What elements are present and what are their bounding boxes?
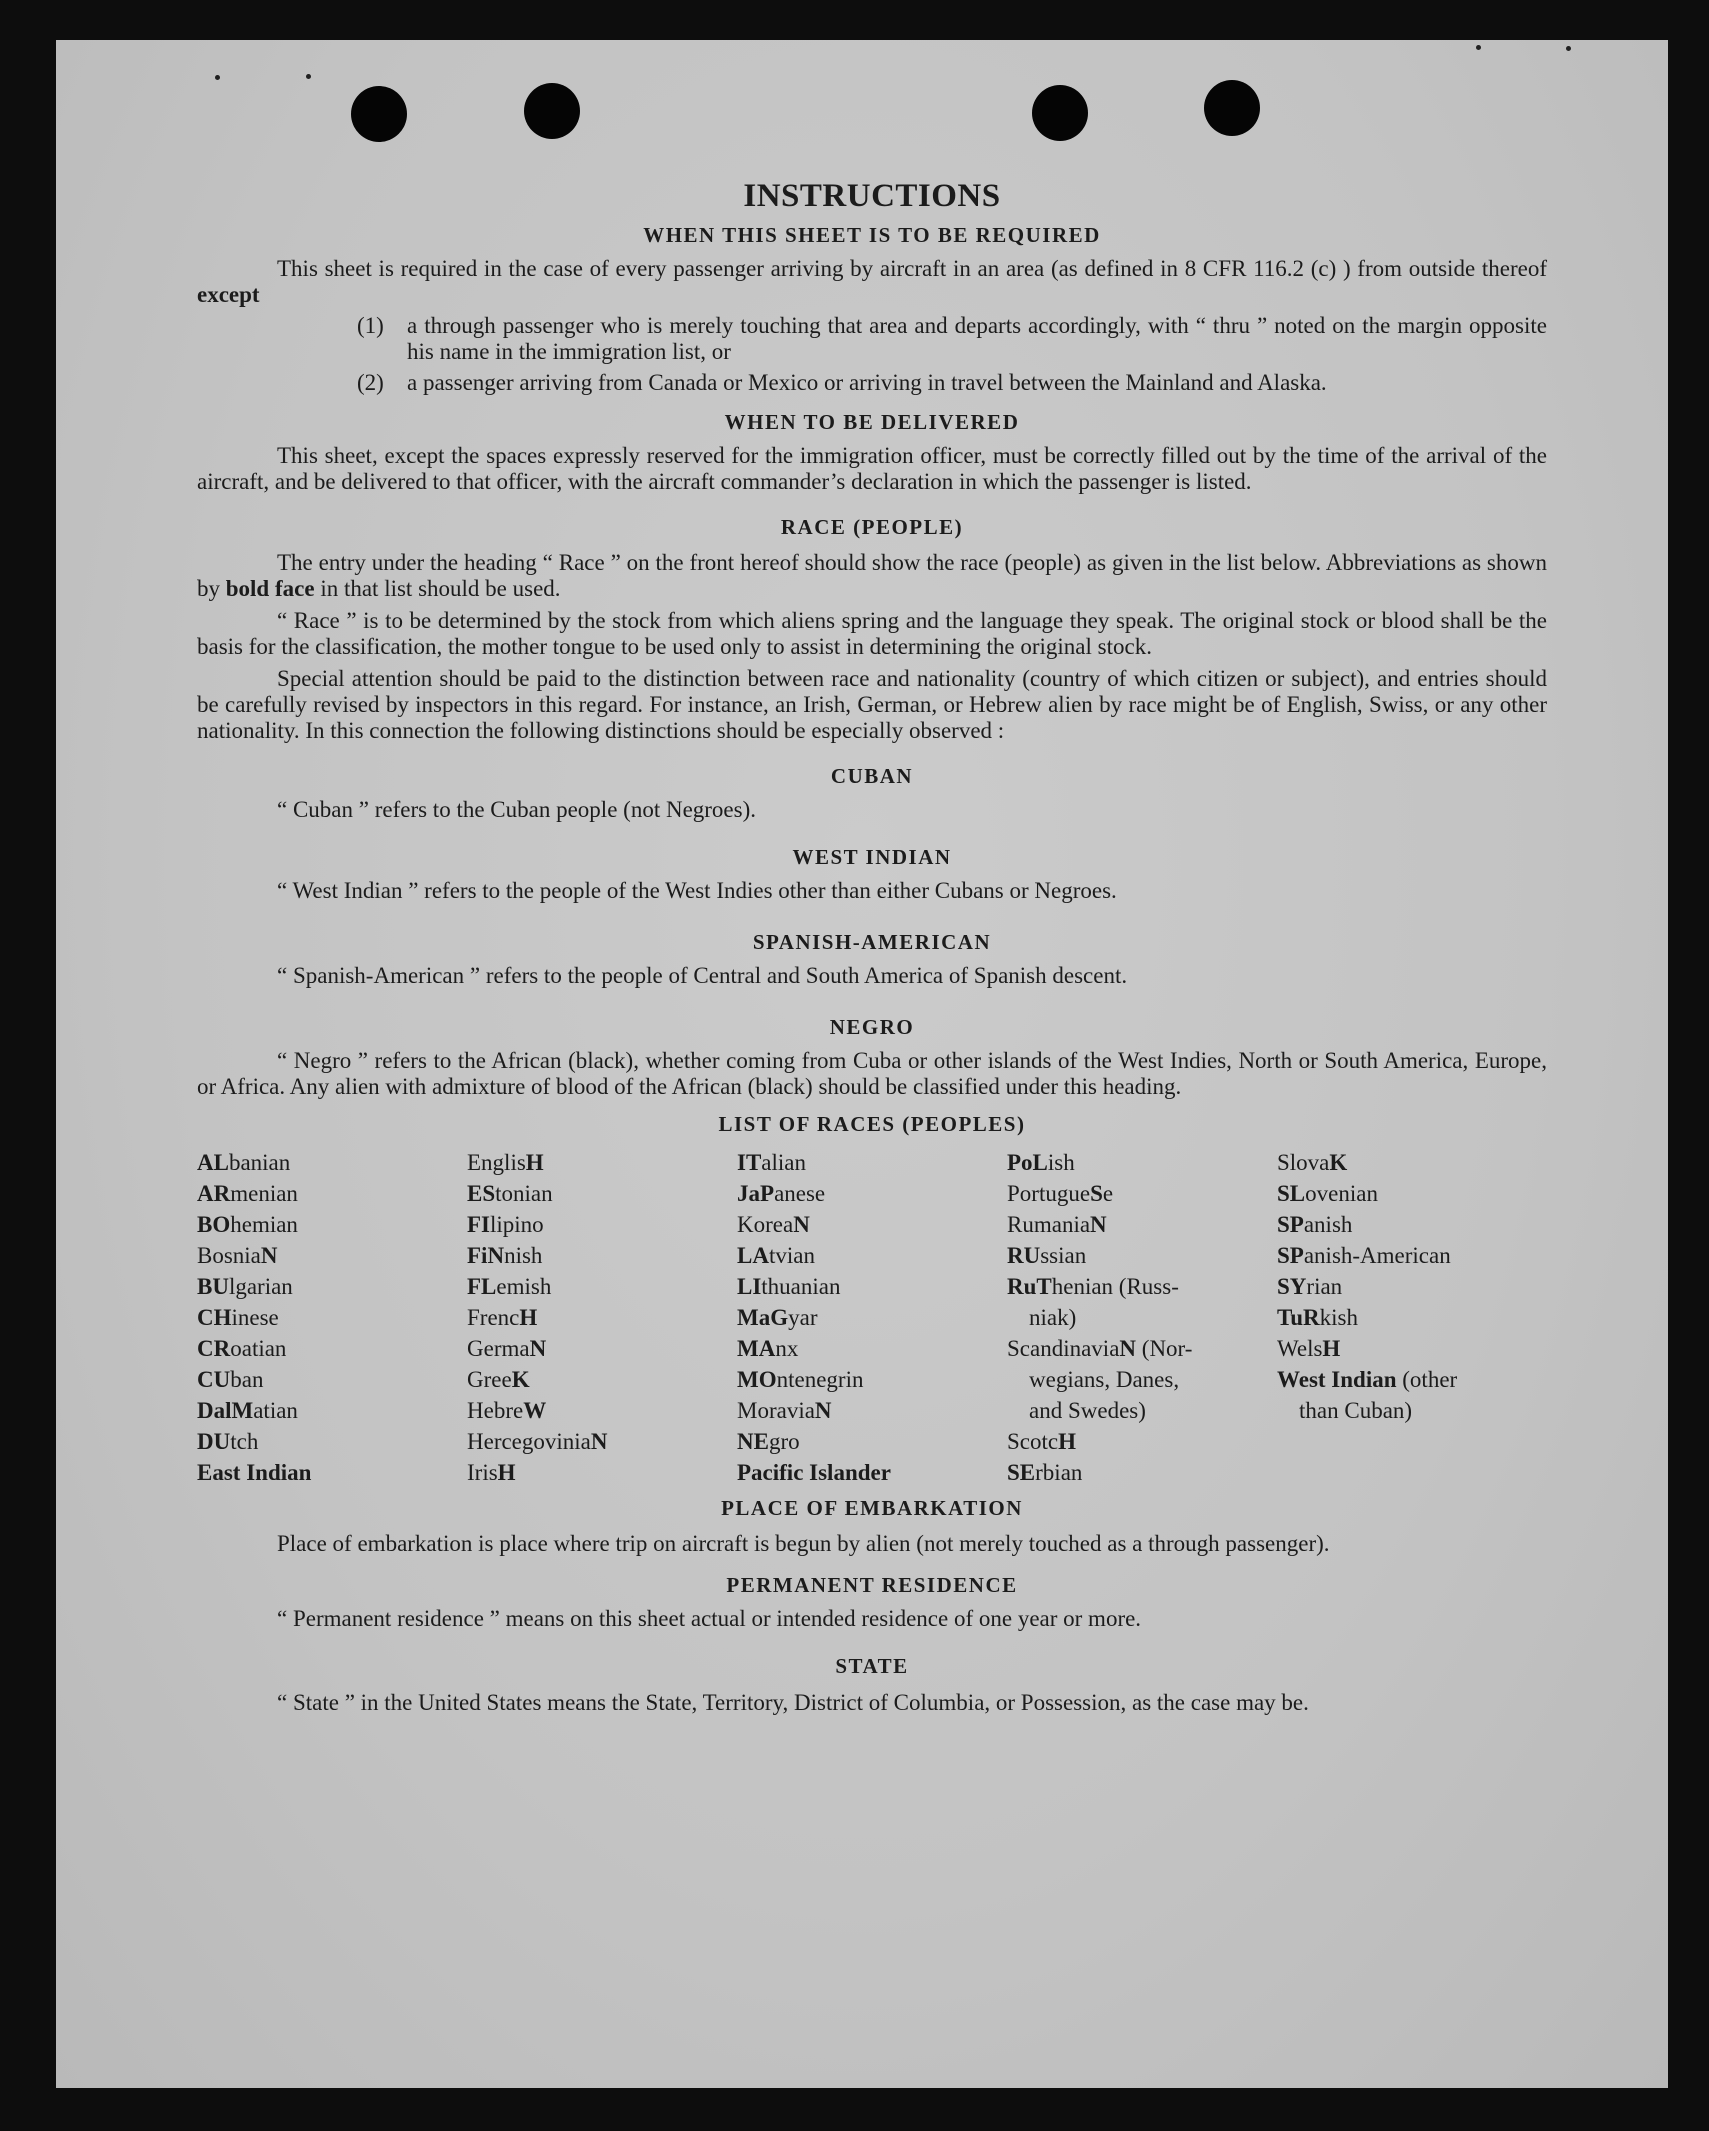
race-entry: RUssian [1007,1243,1087,1268]
section-heading: SPANISH-AMERICAN [752,930,992,954]
race-entry: SYrian [1277,1274,1343,1299]
paragraph: This sheet is required in the case of every passenger arriving by aircraft in an area (as defined in 8 CFR 116.2 (c) ) from outside thereof except [197,256,1547,307]
item-number: (2) [357,370,384,395]
list-item [357,313,1547,365]
paragraph: “ Race ” is to be determined by the stock from which aliens spring and the language they speak. The original stock or blood shall be the basis for the classification, the mother tongue to be used only to assist in determining the original stock. [197,608,1547,659]
section-heading: NEGRO [829,1015,915,1039]
section-heading: WHEN TO BE DELIVERED [724,410,1020,434]
race-entry: ScandinaviaN (Nor- [1007,1336,1193,1361]
race-entry: FLemish [467,1274,552,1299]
race-entry: PortugueSe [1007,1181,1114,1206]
paragraph: “ Permanent residence ” means on this sheet actual or intended residence of one year or more. [277,1606,1142,1631]
race-entry: West Indian (other [1277,1367,1458,1392]
punch-hole [1032,85,1088,141]
punch-hole [1204,80,1260,136]
race-entry: PoLish [1007,1150,1075,1175]
race-entry: FiNnish [467,1243,543,1268]
section-heading: RACE (PEOPLE) [780,515,964,539]
race-entry: HebreW [467,1398,547,1423]
race-column [737,1147,1007,1488]
race-entry: LAtvian [737,1243,815,1268]
section-heading: PLACE OF EMBARKATION [721,1496,1023,1520]
race-column [197,1147,467,1488]
paragraph: “ West Indian ” refers to the people of the West Indies other than either Cubans or Negroes. [277,878,1117,903]
section-heading: CUBAN [830,764,914,788]
race-entry: EStonian [467,1181,553,1206]
race-column [1007,1147,1277,1488]
speck [215,75,220,80]
race-entry: DUtch [197,1429,259,1454]
race-entry: wegians, Danes, [1029,1367,1180,1392]
race-entry: RumaniaN [1007,1212,1107,1237]
section-heading: WHEN THIS SHEET IS TO BE REQUIRED [643,223,1101,247]
race-entry: CHinese [197,1305,279,1330]
item-number: (1) [357,313,384,338]
race-entry: LIthuanian [737,1274,841,1299]
race-entry: CUban [197,1367,264,1392]
race-entry: SErbian [1007,1460,1083,1485]
race-entry: CRoatian [197,1336,287,1361]
race-entry: East Indian [197,1460,312,1485]
race-entry: ScotcH [1007,1429,1076,1454]
race-entry: MAnx [737,1336,799,1361]
race-entry: GermaN [467,1336,547,1361]
race-entry: EnglisH [467,1150,544,1175]
race-entry: MOntenegrin [737,1367,864,1392]
speck [1566,46,1571,51]
race-column [467,1147,737,1488]
race-entry: MoraviaN [737,1398,832,1423]
section-heading: LIST OF RACES (PEOPLES) [718,1112,1026,1136]
race-entry: MaGyar [737,1305,818,1330]
race-entry: Pacific Islander [737,1460,891,1485]
race-column [1277,1147,1547,1488]
race-entry: FrencH [467,1305,538,1330]
race-entry: WelsH [1277,1336,1341,1361]
race-entry: and Swedes) [1029,1398,1146,1423]
race-entry: BosniaN [197,1243,278,1268]
speck [306,74,311,79]
paragraph: This sheet, except the spaces expressly reserved for the immigration officer, must be correctly filled out by the time of the arrival of the aircraft, and be delivered to that officer, with the aircraft commander’s declaration in which the passenger is listed. [197,443,1547,494]
race-entry: SPanish [1277,1212,1353,1237]
section-heading: WEST INDIAN [792,845,952,869]
race-entry: RuThenian (Russ- [1007,1274,1179,1299]
race-entry: ARmenian [197,1181,298,1206]
item-text: a passenger arriving from Canada or Mexico or arriving in travel between the Mainland and Alaska. [407,370,1327,395]
race-entry: TuRkish [1277,1305,1358,1330]
race-entry: SlovaK [1277,1150,1348,1175]
race-entry: JaPanese [737,1181,826,1206]
race-entry: niak) [1029,1305,1077,1330]
race-entry: IrisH [467,1460,516,1485]
list-item [357,370,1547,396]
section-heading: STATE [835,1654,909,1678]
item-text: a through passenger who is merely touching that area and departs accordingly, with “ thru ” noted on the margin opposite his name in the immigration list, or [407,313,1547,364]
punch-hole [524,83,580,139]
document-page [56,40,1668,2088]
race-entry: than Cuban) [1299,1398,1413,1423]
paragraph: “ Spanish-American ” refers to the people of Central and South America of Spanish descent. [277,963,1128,988]
paragraph: Special attention should be paid to the distinction between race and nationality (country of which citizen or subject), and entries should be carefully revised by inspectors in this regard. For instance, an Irish, German, or Hebrew alien by race might be of English, Swiss, or any other nationality. In this connection the following distinctions should be especially observed : [197,666,1547,743]
race-entry: ITalian [737,1150,806,1175]
speck [1476,45,1481,50]
race-entry: GreeK [467,1367,530,1392]
race-entry: NEgro [737,1429,800,1454]
paragraph: “ Cuban ” refers to the Cuban people (not Negroes). [277,797,757,822]
race-list [197,1147,1547,1488]
race-entry: SPanish-American [1277,1243,1451,1268]
race-entry: DalMatian [197,1398,298,1423]
paragraph: “ Negro ” refers to the African (black), whether coming from Cuba or other islands of the West Indies, North or South America, Europe, or Africa. Any alien with admixture of blood of the African (black) should be classified under this heading. [197,1048,1547,1099]
race-entry: KoreaN [737,1212,810,1237]
paragraph: Place of embarkation is place where trip on aircraft is begun by alien (not merely touched as a through passenger). [277,1531,1330,1556]
race-entry: BOhemian [197,1212,298,1237]
race-entry: ALbanian [197,1150,291,1175]
instructions-text [197,178,1547,1719]
race-entry: HercegoviniaN [467,1429,608,1454]
race-entry: FIlipino [467,1212,544,1237]
race-entry: BUlgarian [197,1274,293,1299]
section-heading: PERMANENT RESIDENCE [726,1573,1018,1597]
paragraph: The entry under the heading “ Race ” on the front hereof should show the race (people) as given in the list below. Abbreviations as shown by bold face in that list should be used. [197,550,1547,601]
race-entry: SLovenian [1277,1181,1378,1206]
page-title: INSTRUCTIONS [743,178,1001,214]
punch-hole [351,86,407,142]
paragraph: “ State ” in the United States means the State, Territory, District of Columbia, or Possession, as the case may be. [277,1690,1309,1715]
